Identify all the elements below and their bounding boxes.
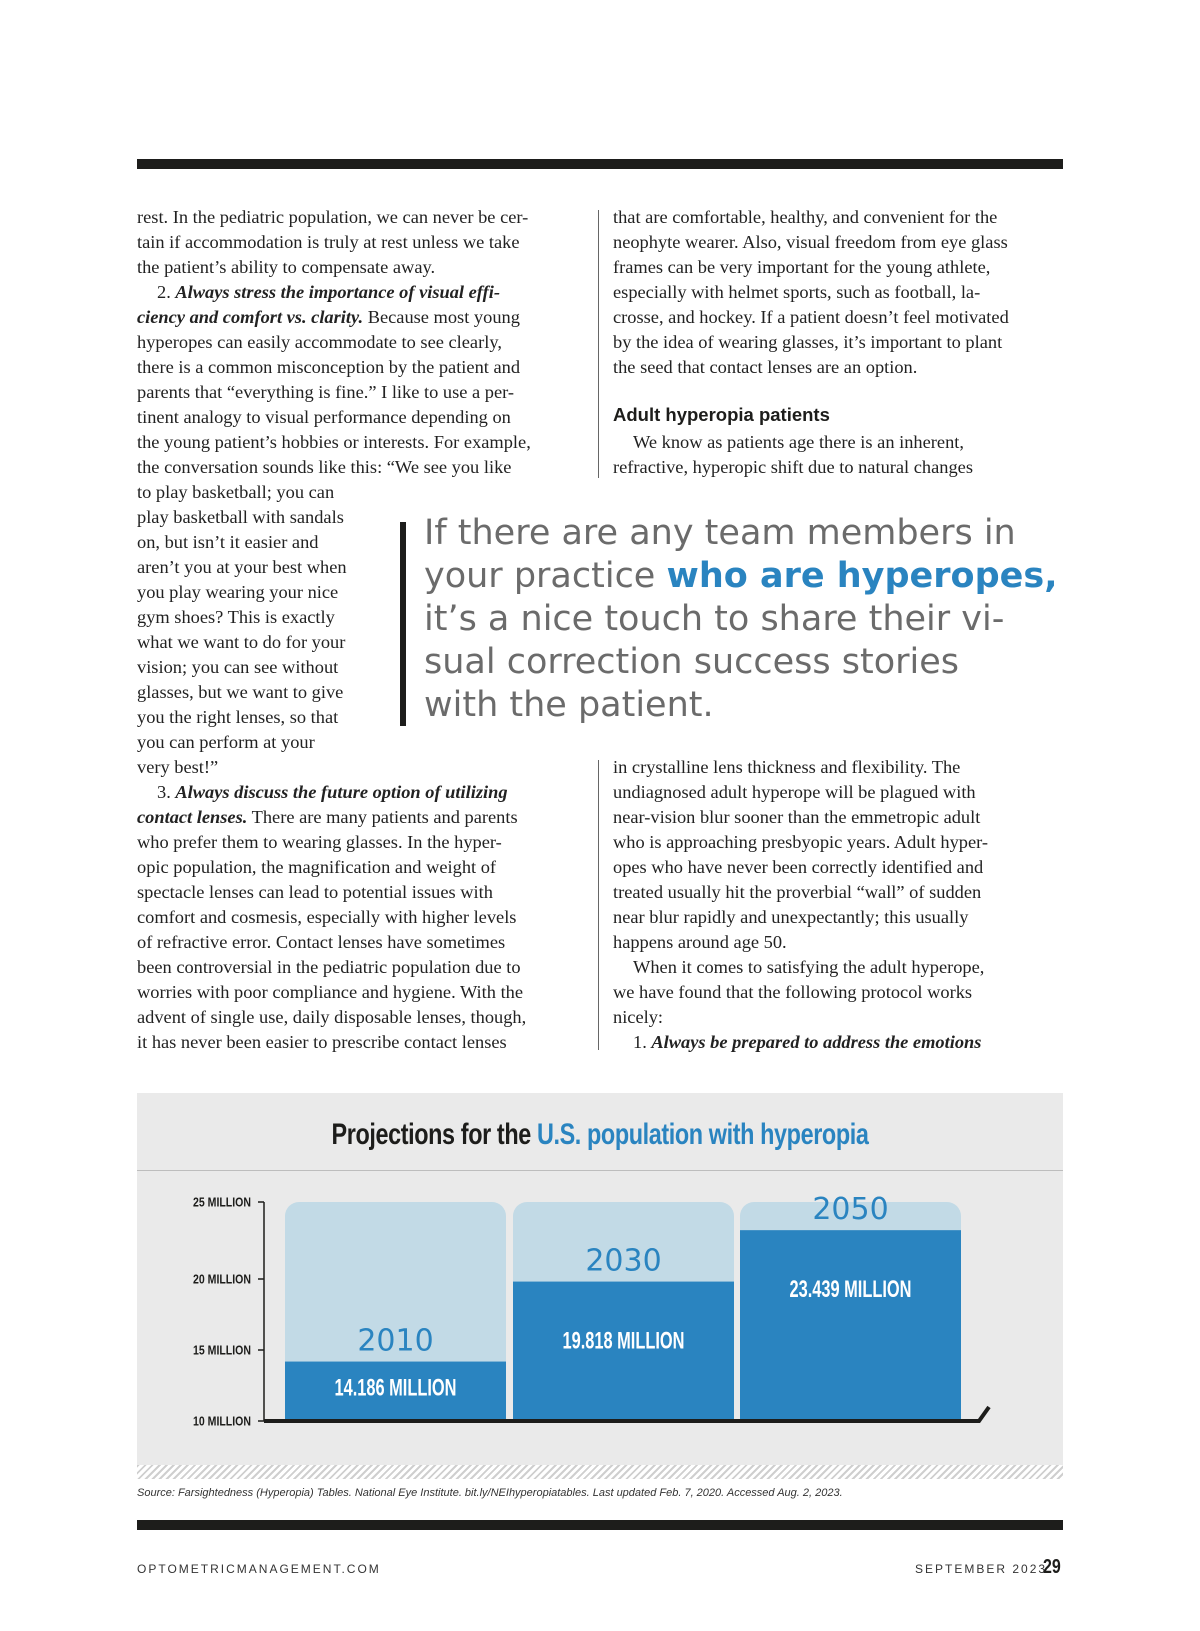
footer-date: SEPTEMBER 2023: [915, 1562, 1048, 1576]
emphasis-text: contact lenses.: [137, 807, 248, 827]
pull-quote-line: sual correction success stories: [424, 642, 959, 682]
text-span: Because most young: [363, 307, 520, 327]
pull-quote-line: it’s a nice touch to share their vi-: [424, 599, 1005, 639]
text-line: worries with poor compliance and hygiene. With the: [137, 982, 524, 1002]
chart-source: Source: Farsightedness (Hyperopia) Tables. National Eye Institute. bit.ly/NEIhyperopiatables. Last updated Feb. 7, 2020. Accessed Aug. 2, 2023.: [137, 1487, 843, 1499]
y-tick-label: 25 MILLION: [193, 1195, 251, 1210]
y-tick-label: 10 MILLION: [193, 1414, 251, 1429]
text-line: near blur rapidly and unexpectantly; this usually: [613, 907, 969, 927]
text-line: what we want to do for your: [137, 632, 346, 652]
text-line: comfort and cosmesis, especially with higher levels: [137, 907, 517, 927]
bar-value-label: 23.439 MILLION: [789, 1276, 912, 1304]
text-line: parents that “everything is fine.” I like to use a per-: [137, 382, 515, 402]
y-tick-label: 20 MILLION: [193, 1272, 251, 1287]
text-line: opic population, the magnification and weight of: [137, 857, 497, 877]
text-line: hyperopes can easily accommodate to see clearly,: [137, 332, 502, 352]
text-line: the young patient’s hobbies or interests. For example,: [137, 432, 531, 452]
text-line: of refractive error. Contact lenses have sometimes: [137, 932, 506, 952]
text-line: When it comes to satisfying the adult hyperope,: [633, 957, 985, 977]
top-rule: [137, 159, 1063, 169]
pull-quote-text: your practice: [424, 556, 667, 596]
text-span: There are many patients and parents: [247, 807, 518, 827]
bar-year-label: 2010: [357, 1323, 434, 1359]
text-span: 3.: [157, 782, 176, 802]
text-line: to play basketball; you can: [137, 482, 335, 502]
pull-quote-bar: [400, 522, 406, 726]
text-line: crosse, and hockey. If a patient doesn’t feel motivated: [613, 307, 1009, 327]
text-line: neophyte wearer. Also, visual freedom from eye glass: [613, 232, 1008, 252]
hatch-strip: [137, 1465, 1063, 1479]
footer-site: OPTOMETRICMANAGEMENT.COM: [137, 1562, 381, 1576]
text-line: you play wearing your nice: [137, 582, 339, 602]
section-subhead: Adult hyperopia patients: [613, 404, 830, 425]
text-line: who prefer them to wearing glasses. In the hyper-: [137, 832, 502, 852]
pull-quote-line: with the patient.: [424, 685, 714, 725]
text-line: spectacle lenses can lead to potential issues with: [137, 882, 493, 902]
chart-title-blue: U.S. population with hyperopia: [536, 1118, 869, 1151]
text-line: nicely:: [613, 1007, 664, 1027]
text-line: the conversation sounds like this: “We see you like: [137, 457, 512, 477]
pull-quote-line: [424, 555, 1074, 598]
bar-value-label: 14.186 MILLION: [334, 1374, 457, 1402]
emphasis-text: Always discuss the future option of utilizing: [175, 782, 508, 802]
text-line: We know as patients age there is an inherent,: [633, 432, 964, 452]
text-line: happens around age 50.: [613, 932, 787, 952]
text-line: vision; you can see without: [137, 657, 339, 677]
text-line: glasses, but we want to give: [137, 682, 344, 702]
text-line: we have found that the following protocol works: [613, 982, 973, 1002]
text-span: 2.: [157, 282, 176, 302]
text-line: [137, 805, 518, 830]
text-line: you can perform at your: [137, 732, 315, 752]
text-line: opes who have never been correctly identified and: [613, 857, 984, 877]
text-line: especially with helmet sports, such as football, la-: [613, 282, 981, 302]
text-line: that are comfortable, healthy, and convenient for the: [613, 207, 998, 227]
text-line: play basketball with sandals: [137, 507, 344, 527]
text-line: in crystalline lens thickness and flexibility. The: [613, 757, 961, 777]
text-line: frames can be very important for the young athlete,: [613, 257, 991, 277]
pull-quote-highlight: who are hyperopes,: [666, 556, 1058, 596]
text-span: 1.: [633, 1032, 652, 1052]
text-line: there is a common misconception by the patient and: [137, 357, 521, 377]
bar-year-label: 2030: [585, 1243, 662, 1279]
text-line: rest. In the pediatric population, we can never be cer-: [137, 207, 529, 227]
text-line: [137, 280, 500, 305]
emphasis-text: ciency and comfort vs. clarity.: [137, 307, 364, 327]
text-line: [613, 1030, 981, 1055]
text-line: who is approaching presbyopic years. Adult hyper-: [613, 832, 989, 852]
bottom-rule: [137, 1520, 1063, 1530]
y-tick-label: 15 MILLION: [193, 1343, 251, 1358]
text-line: refractive, hyperopic shift due to natural changes: [613, 457, 974, 477]
text-line: very best!”: [137, 757, 219, 777]
column-divider-bottom: [598, 760, 599, 1050]
text-line: advent of single use, daily disposable lenses, though,: [137, 1007, 527, 1027]
text-line: gym shoes? This is exactly: [137, 607, 335, 627]
column-divider-top: [598, 210, 599, 478]
page-number: 29: [1043, 1556, 1061, 1578]
pull-quote: [424, 512, 1074, 727]
bar-year-label: 2050: [812, 1192, 889, 1228]
text-line: on, but isn’t it easier and: [137, 532, 319, 552]
text-line: treated usually hit the proverbial “wall” of sudden: [613, 882, 982, 902]
emphasis-text: Always be prepared to address the emotions: [651, 1032, 982, 1052]
bar-chart: [137, 1093, 1063, 1465]
text-line: been controversial in the pediatric population due to: [137, 957, 521, 977]
text-line: by the idea of wearing glasses, it’s important to plant: [613, 332, 1003, 352]
text-line: tinent analogy to visual performance depending on: [137, 407, 511, 427]
bar-value-label: 19.818 MILLION: [562, 1327, 685, 1355]
text-line: [137, 780, 508, 805]
text-line: you the right lenses, so that: [137, 707, 339, 727]
chart-title-dark: Projections for the: [331, 1118, 537, 1151]
text-line: it has never been easier to prescribe contact lenses: [137, 1032, 507, 1052]
text-line: aren’t you at your best when: [137, 557, 347, 577]
text-line: near-vision blur sooner than the emmetropic adult: [613, 807, 981, 827]
text-line: [137, 305, 520, 330]
pull-quote-line: If there are any team members in: [424, 513, 1016, 553]
text-line: the seed that contact lenses are an option.: [613, 357, 918, 377]
emphasis-text: Always stress the importance of visual effi-: [175, 282, 500, 302]
text-line: undiagnosed adult hyperope will be plagued with: [613, 782, 976, 802]
text-line: tain if accommodation is truly at rest unless we take: [137, 232, 520, 252]
bar: [740, 1230, 961, 1421]
text-line: the patient’s ability to compensate away.: [137, 257, 436, 277]
